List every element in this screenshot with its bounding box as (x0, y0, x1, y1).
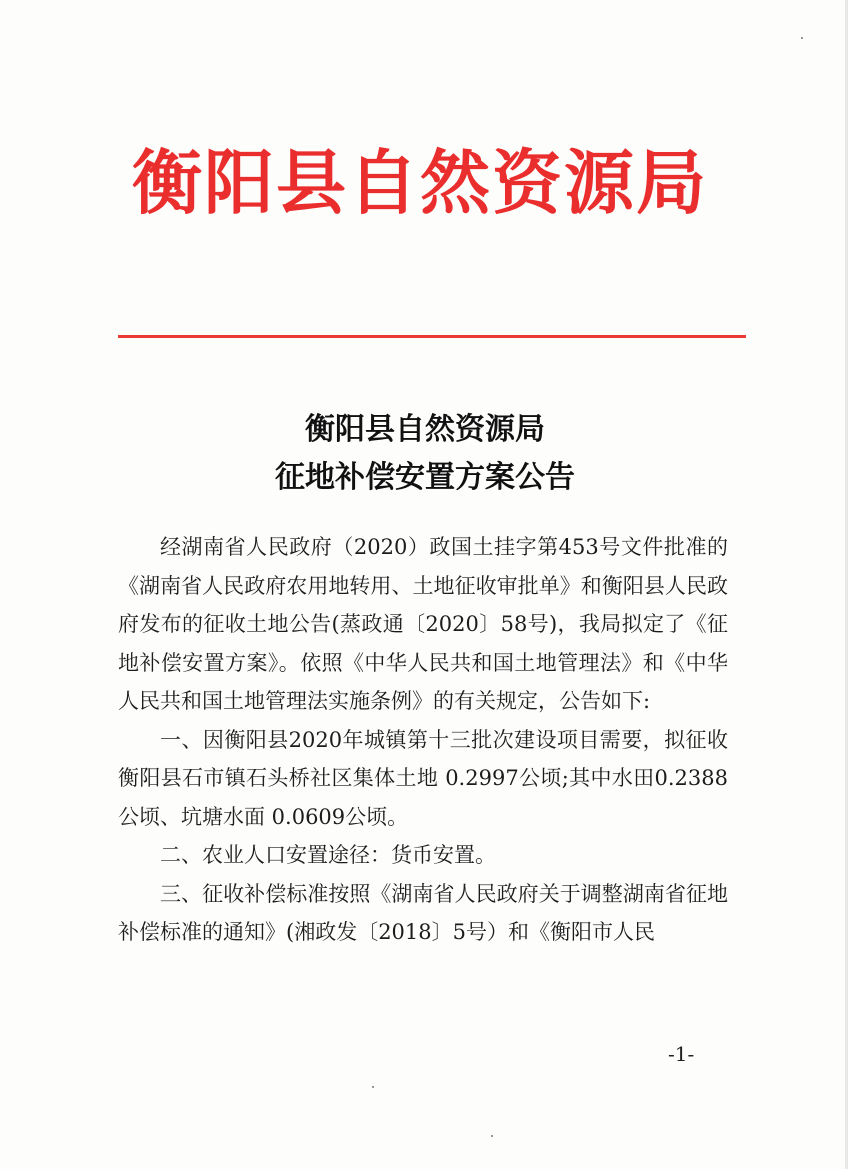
paragraph-intro: 经湖南省人民政府（2020）政国土挂字第453号文件批准的《湖南省人民政府农用地转用、土地征收审批单》和衡阳县人民政府发布的征收土地公告(蒸政通〔2020〕58号)，我局拟定了《征地补偿安置方案》。依照《中华人民共和国土地管理法》和《中华人民共和国土地管理法实施条例》的有关规定，公告如下: (118, 535, 728, 713)
letterhead-agency-name: 衡阳县自然资源局 (132, 141, 708, 224)
page-number: -1- (668, 1042, 695, 1066)
notice-title-line1: 衡阳县自然资源局 (305, 412, 545, 447)
paragraph-item-3: 三、征收补偿标准按照《湖南省人民政府关于调整湖南省征地补偿标准的通知》(湘政发〔2018〕5号）和《衡阳市人民 (118, 881, 728, 944)
notice-body (118, 528, 728, 952)
notice-title-line2: 征地补偿安置方案公告 (275, 460, 575, 495)
letterhead-red-rule (118, 335, 746, 338)
paragraph-item-1: 一、因衡阳县2020年城镇第十三批次建设项目需要，拟征收衡阳县石市镇石头桥社区集体土地 0.2997公顷;其中水田0.2388公顷、坑塘水面 0.0609公顷。 (118, 727, 728, 829)
scan-speck (801, 37, 803, 39)
scan-speck (372, 1086, 374, 1088)
scan-speck (491, 1135, 493, 1137)
paragraph-item-2: 二、农业人口安置途径：货币安置。 (160, 843, 496, 867)
